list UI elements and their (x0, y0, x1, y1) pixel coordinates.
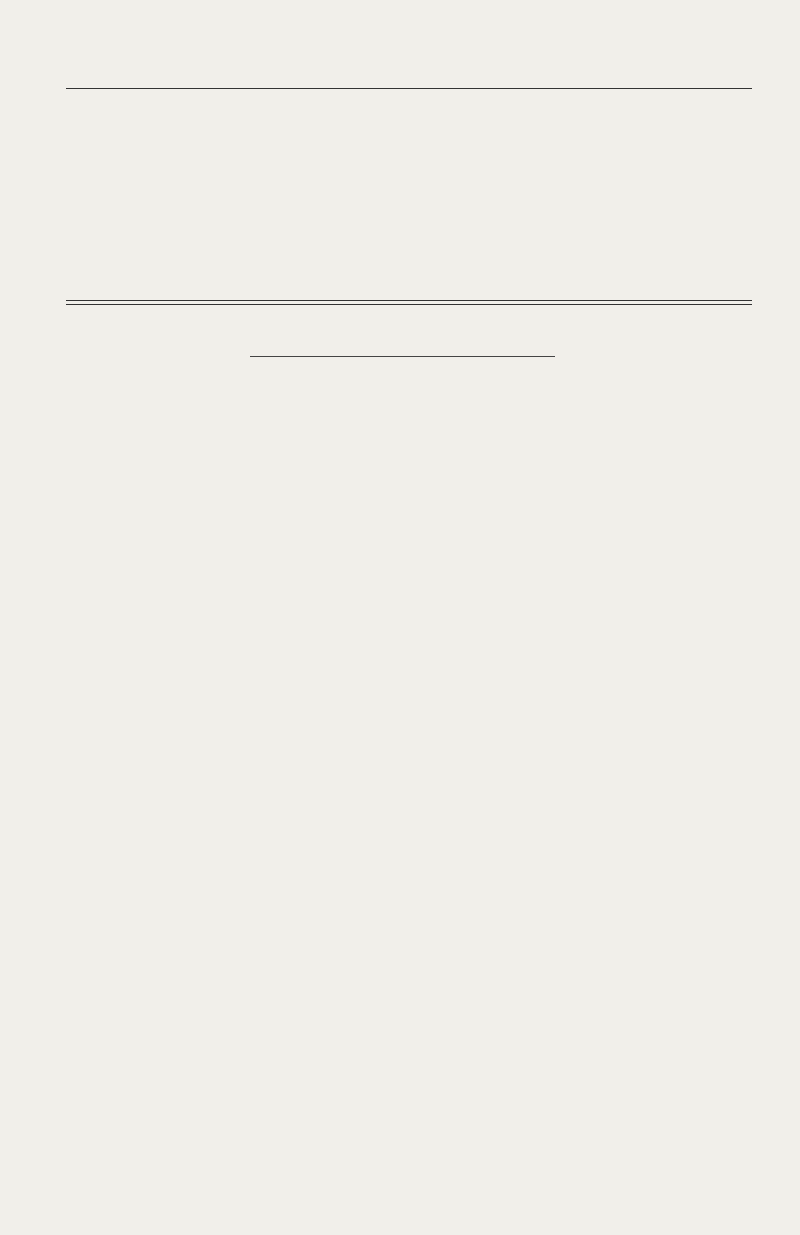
header-rule (66, 88, 752, 89)
section-separator (66, 300, 752, 305)
page-header (66, 52, 752, 82)
title-rule (250, 356, 555, 357)
